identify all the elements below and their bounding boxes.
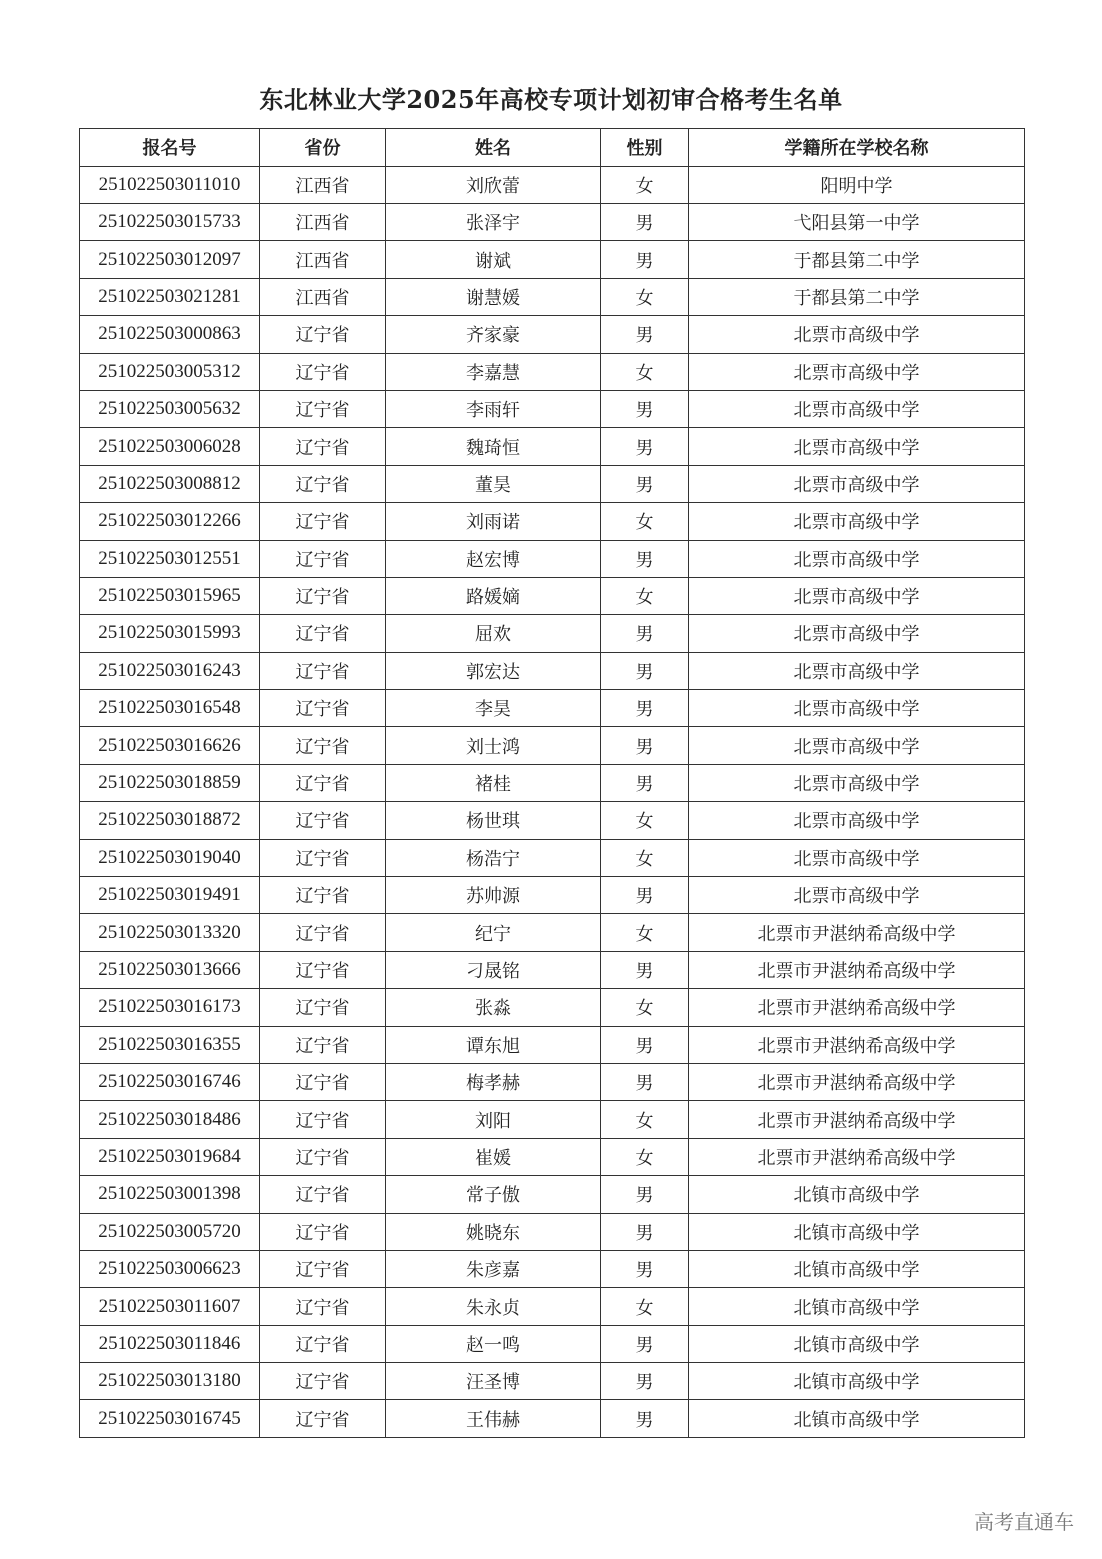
table-row <box>80 1325 1025 1362</box>
gender-cell: 男 <box>601 1363 689 1400</box>
gender-cell: 女 <box>601 503 689 540</box>
table-row <box>80 428 1025 465</box>
registration-number-cell: 251022503016355 <box>80 1026 260 1063</box>
registration-number-cell: 251022503019491 <box>80 877 260 914</box>
header-name: 姓名 <box>386 129 601 167</box>
name-cell: 朱彦嘉 <box>386 1250 601 1287</box>
school-cell: 北票市尹湛纳希高级中学 <box>689 1138 1025 1175</box>
name-cell: 刘士鸿 <box>386 727 601 764</box>
table-row <box>80 241 1025 278</box>
table-row <box>80 1400 1025 1437</box>
name-cell: 梅孝赫 <box>386 1063 601 1100</box>
table-row <box>80 1101 1025 1138</box>
province-cell: 辽宁省 <box>260 652 386 689</box>
table-row <box>80 577 1025 614</box>
table-row <box>80 316 1025 353</box>
table-row <box>80 615 1025 652</box>
gender-cell: 女 <box>601 914 689 951</box>
name-cell: 纪宁 <box>386 914 601 951</box>
name-cell: 谢斌 <box>386 241 601 278</box>
registration-number-cell: 251022503001398 <box>80 1176 260 1213</box>
name-cell: 赵宏博 <box>386 540 601 577</box>
table-row <box>80 465 1025 502</box>
gender-cell: 女 <box>601 802 689 839</box>
registration-number-cell: 251022503005312 <box>80 353 260 390</box>
registration-number-cell: 251022503012551 <box>80 540 260 577</box>
name-cell: 郭宏达 <box>386 652 601 689</box>
registration-number-cell: 251022503011010 <box>80 166 260 203</box>
province-cell: 辽宁省 <box>260 951 386 988</box>
table-row <box>80 1288 1025 1325</box>
gender-cell: 男 <box>601 390 689 427</box>
school-cell: 北镇市高级中学 <box>689 1363 1025 1400</box>
name-cell: 常子傲 <box>386 1176 601 1213</box>
gender-cell: 男 <box>601 951 689 988</box>
gender-cell: 男 <box>601 727 689 764</box>
registration-number-cell: 251022503019040 <box>80 839 260 876</box>
province-cell: 辽宁省 <box>260 727 386 764</box>
school-cell: 北票市尹湛纳希高级中学 <box>689 1026 1025 1063</box>
name-cell: 刁晟铭 <box>386 951 601 988</box>
name-cell: 姚晓东 <box>386 1213 601 1250</box>
province-cell: 辽宁省 <box>260 316 386 353</box>
gender-cell: 男 <box>601 540 689 577</box>
gender-cell: 男 <box>601 1250 689 1287</box>
table-row <box>80 278 1025 315</box>
table-row <box>80 951 1025 988</box>
table-row <box>80 166 1025 203</box>
registration-number-cell: 251022503018859 <box>80 764 260 801</box>
name-cell: 刘雨诺 <box>386 503 601 540</box>
school-cell: 北票市高级中学 <box>689 802 1025 839</box>
table-body <box>80 166 1025 1437</box>
name-cell: 谢慧媛 <box>386 278 601 315</box>
gender-cell: 男 <box>601 428 689 465</box>
province-cell: 辽宁省 <box>260 989 386 1026</box>
name-cell: 张淼 <box>386 989 601 1026</box>
province-cell: 辽宁省 <box>260 690 386 727</box>
name-cell: 褚桂 <box>386 764 601 801</box>
gender-cell: 男 <box>601 1213 689 1250</box>
header-gender: 性别 <box>601 129 689 167</box>
gender-cell: 女 <box>601 989 689 1026</box>
gender-cell: 男 <box>601 652 689 689</box>
gender-cell: 男 <box>601 615 689 652</box>
watermark: 高考直通车 <box>974 1510 1074 1534</box>
province-cell: 江西省 <box>260 241 386 278</box>
province-cell: 辽宁省 <box>260 428 386 465</box>
gender-cell: 男 <box>601 764 689 801</box>
name-cell: 崔媛 <box>386 1138 601 1175</box>
header-province: 省份 <box>260 129 386 167</box>
school-cell: 北票市高级中学 <box>689 503 1025 540</box>
province-cell: 辽宁省 <box>260 764 386 801</box>
registration-number-cell: 251022503006028 <box>80 428 260 465</box>
school-cell: 北票市高级中学 <box>689 727 1025 764</box>
registration-number-cell: 251022503019684 <box>80 1138 260 1175</box>
registration-number-cell: 251022503021281 <box>80 278 260 315</box>
table-row <box>80 1250 1025 1287</box>
province-cell: 辽宁省 <box>260 577 386 614</box>
school-cell: 北票市尹湛纳希高级中学 <box>689 914 1025 951</box>
registration-number-cell: 251022503011846 <box>80 1325 260 1362</box>
name-cell: 张泽宇 <box>386 203 601 240</box>
school-cell: 北票市高级中学 <box>689 353 1025 390</box>
province-cell: 辽宁省 <box>260 914 386 951</box>
school-cell: 于都县第二中学 <box>689 241 1025 278</box>
table-row <box>80 914 1025 951</box>
school-cell: 北票市高级中学 <box>689 877 1025 914</box>
registration-number-cell: 251022503013180 <box>80 1363 260 1400</box>
gender-cell: 女 <box>601 577 689 614</box>
name-cell: 董昊 <box>386 465 601 502</box>
name-cell: 刘欣蕾 <box>386 166 601 203</box>
registration-number-cell: 251022503012266 <box>80 503 260 540</box>
registration-number-cell: 251022503008812 <box>80 465 260 502</box>
name-cell: 苏帅源 <box>386 877 601 914</box>
school-cell: 北票市高级中学 <box>689 540 1025 577</box>
school-cell: 北镇市高级中学 <box>689 1325 1025 1362</box>
province-cell: 辽宁省 <box>260 1363 386 1400</box>
table-row <box>80 1063 1025 1100</box>
school-cell: 北票市高级中学 <box>689 428 1025 465</box>
school-cell: 北票市高级中学 <box>689 690 1025 727</box>
province-cell: 辽宁省 <box>260 465 386 502</box>
registration-number-cell: 251022503016243 <box>80 652 260 689</box>
school-cell: 北镇市高级中学 <box>689 1400 1025 1437</box>
registration-number-cell: 251022503016746 <box>80 1063 260 1100</box>
registration-number-cell: 251022503006623 <box>80 1250 260 1287</box>
registration-number-cell: 251022503005720 <box>80 1213 260 1250</box>
registration-number-cell: 251022503016173 <box>80 989 260 1026</box>
table-row <box>80 839 1025 876</box>
province-cell: 辽宁省 <box>260 877 386 914</box>
registration-number-cell: 251022503005632 <box>80 390 260 427</box>
table-row <box>80 1363 1025 1400</box>
school-cell: 北镇市高级中学 <box>689 1176 1025 1213</box>
school-cell: 北票市尹湛纳希高级中学 <box>689 1063 1025 1100</box>
registration-number-cell: 251022503013666 <box>80 951 260 988</box>
school-cell: 北票市高级中学 <box>689 839 1025 876</box>
table-row <box>80 1213 1025 1250</box>
province-cell: 辽宁省 <box>260 1250 386 1287</box>
gender-cell: 男 <box>601 1400 689 1437</box>
school-cell: 阳明中学 <box>689 166 1025 203</box>
gender-cell: 女 <box>601 166 689 203</box>
name-cell: 杨世琪 <box>386 802 601 839</box>
table-row <box>80 1026 1025 1063</box>
province-cell: 辽宁省 <box>260 1063 386 1100</box>
province-cell: 辽宁省 <box>260 615 386 652</box>
table-row <box>80 1138 1025 1175</box>
province-cell: 江西省 <box>260 278 386 315</box>
province-cell: 辽宁省 <box>260 1026 386 1063</box>
registration-number-cell: 251022503016626 <box>80 727 260 764</box>
name-cell: 杨浩宁 <box>386 839 601 876</box>
name-cell: 朱永贞 <box>386 1288 601 1325</box>
gender-cell: 男 <box>601 465 689 502</box>
school-cell: 北镇市高级中学 <box>689 1250 1025 1287</box>
gender-cell: 女 <box>601 839 689 876</box>
province-cell: 江西省 <box>260 166 386 203</box>
table-row <box>80 802 1025 839</box>
table-row <box>80 1176 1025 1213</box>
school-cell: 北票市高级中学 <box>689 764 1025 801</box>
gender-cell: 男 <box>601 203 689 240</box>
province-cell: 江西省 <box>260 203 386 240</box>
gender-cell: 男 <box>601 1325 689 1362</box>
province-cell: 辽宁省 <box>260 353 386 390</box>
province-cell: 辽宁省 <box>260 1213 386 1250</box>
name-cell: 屈欢 <box>386 615 601 652</box>
gender-cell: 女 <box>601 278 689 315</box>
gender-cell: 男 <box>601 241 689 278</box>
name-cell: 李昊 <box>386 690 601 727</box>
province-cell: 辽宁省 <box>260 1400 386 1437</box>
name-cell: 李雨轩 <box>386 390 601 427</box>
school-cell: 北镇市高级中学 <box>689 1288 1025 1325</box>
registration-number-cell: 251022503015993 <box>80 615 260 652</box>
school-cell: 北票市高级中学 <box>689 316 1025 353</box>
registration-number-cell: 251022503018486 <box>80 1101 260 1138</box>
name-cell: 齐家豪 <box>386 316 601 353</box>
registration-number-cell: 251022503012097 <box>80 241 260 278</box>
gender-cell: 男 <box>601 877 689 914</box>
province-cell: 辽宁省 <box>260 1325 386 1362</box>
name-cell: 刘阳 <box>386 1101 601 1138</box>
province-cell: 辽宁省 <box>260 1101 386 1138</box>
gender-cell: 女 <box>601 1288 689 1325</box>
school-cell: 北票市高级中学 <box>689 652 1025 689</box>
header-school: 学籍所在学校名称 <box>689 129 1025 167</box>
gender-cell: 男 <box>601 1063 689 1100</box>
province-cell: 辽宁省 <box>260 390 386 427</box>
province-cell: 辽宁省 <box>260 540 386 577</box>
registration-number-cell: 251022503016745 <box>80 1400 260 1437</box>
name-cell: 路媛嫡 <box>386 577 601 614</box>
registration-number-cell: 251022503013320 <box>80 914 260 951</box>
school-cell: 北票市尹湛纳希高级中学 <box>689 1101 1025 1138</box>
name-cell: 魏琦恒 <box>386 428 601 465</box>
gender-cell: 女 <box>601 1138 689 1175</box>
gender-cell: 男 <box>601 1026 689 1063</box>
registration-number-cell: 251022503016548 <box>80 690 260 727</box>
school-cell: 北票市高级中学 <box>689 390 1025 427</box>
table-row <box>80 727 1025 764</box>
registration-number-cell: 251022503018872 <box>80 802 260 839</box>
registration-number-cell: 251022503000863 <box>80 316 260 353</box>
name-cell: 汪圣博 <box>386 1363 601 1400</box>
table-row <box>80 690 1025 727</box>
registration-number-cell: 251022503015733 <box>80 203 260 240</box>
table-row <box>80 390 1025 427</box>
gender-cell: 男 <box>601 690 689 727</box>
school-cell: 弋阳县第一中学 <box>689 203 1025 240</box>
gender-cell: 女 <box>601 353 689 390</box>
table-row <box>80 764 1025 801</box>
school-cell: 北票市高级中学 <box>689 465 1025 502</box>
name-cell: 谭东旭 <box>386 1026 601 1063</box>
province-cell: 辽宁省 <box>260 802 386 839</box>
header-registration-number: 报名号 <box>80 129 260 167</box>
province-cell: 辽宁省 <box>260 1138 386 1175</box>
document-title: 东北林业大学2025年高校专项计划初审合格考生名单 <box>259 85 843 114</box>
gender-cell: 男 <box>601 316 689 353</box>
school-cell: 北票市尹湛纳希高级中学 <box>689 989 1025 1026</box>
registration-number-cell: 251022503015965 <box>80 577 260 614</box>
school-cell: 北票市高级中学 <box>689 615 1025 652</box>
school-cell: 北票市尹湛纳希高级中学 <box>689 951 1025 988</box>
name-cell: 赵一鸣 <box>386 1325 601 1362</box>
province-cell: 辽宁省 <box>260 839 386 876</box>
table-row <box>80 503 1025 540</box>
name-cell: 王伟赫 <box>386 1400 601 1437</box>
candidate-table <box>79 128 1025 1438</box>
table-row <box>80 989 1025 1026</box>
gender-cell: 女 <box>601 1101 689 1138</box>
table-header-row <box>80 129 1025 167</box>
province-cell: 辽宁省 <box>260 503 386 540</box>
name-cell: 李嘉慧 <box>386 353 601 390</box>
gender-cell: 男 <box>601 1176 689 1213</box>
province-cell: 辽宁省 <box>260 1176 386 1213</box>
school-cell: 于都县第二中学 <box>689 278 1025 315</box>
table-row <box>80 652 1025 689</box>
school-cell: 北票市高级中学 <box>689 577 1025 614</box>
table-row <box>80 203 1025 240</box>
table-row <box>80 353 1025 390</box>
school-cell: 北镇市高级中学 <box>689 1213 1025 1250</box>
table-row <box>80 540 1025 577</box>
registration-number-cell: 251022503011607 <box>80 1288 260 1325</box>
table-row <box>80 877 1025 914</box>
province-cell: 辽宁省 <box>260 1288 386 1325</box>
